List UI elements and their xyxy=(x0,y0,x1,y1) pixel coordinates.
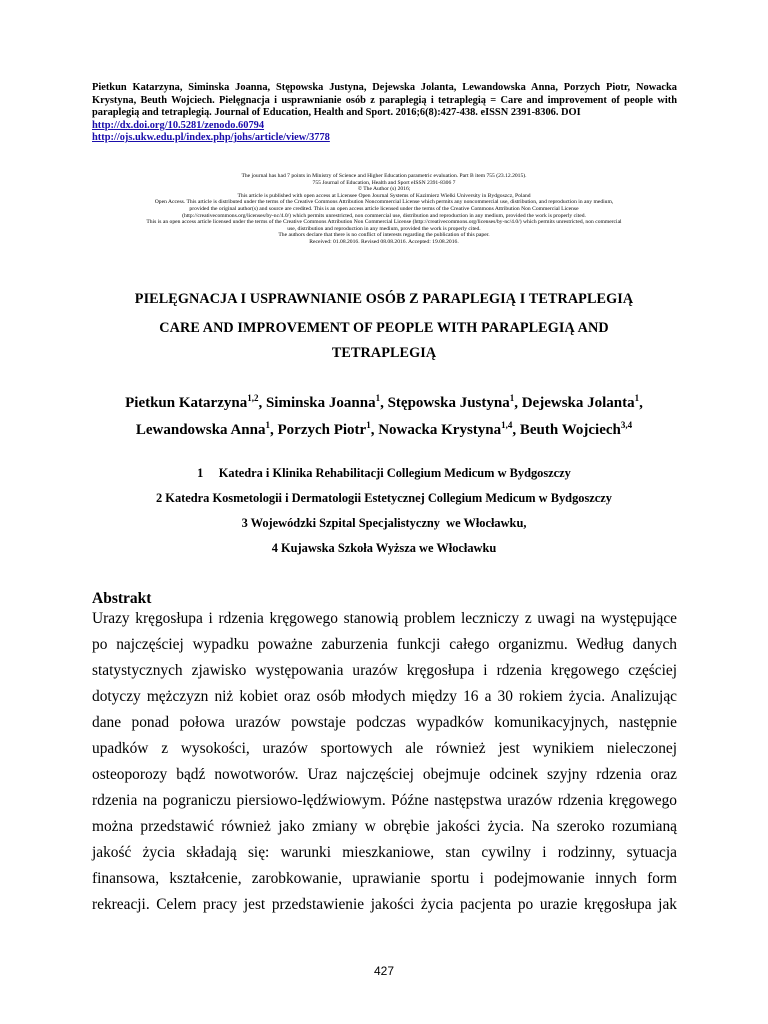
notice-line: use, distribution and reproduction in any medium, provided the work is properly cited. xyxy=(287,225,481,232)
title-polish: PIELĘGNACJA I USPRAWNIANIE OSÓB Z PARAPLEGIĄ I TETRAPLEGIĄ xyxy=(134,291,634,307)
affiliation-4: 4 Kujawska Szkoła Wyższa we Włocławku xyxy=(271,541,497,555)
affiliation-2: 2 Katedra Kosmetologii i Dermatologii Estetycznej Collegium Medicum w Bydgoszczy xyxy=(156,491,612,505)
abstract-line: upadków z wysokości, urazów sportowych ale również jest wynikiem nieleczonej xyxy=(92,740,677,757)
author-name: Siminska Joanna xyxy=(265,395,376,411)
author-separator: , xyxy=(380,395,388,411)
page-number: 427 xyxy=(373,964,395,978)
author-separator: , xyxy=(258,395,266,411)
notice-line: This article is published with open access at Licensee Open Journal Systems of Kazimierz Wielki University in Bydgoszcz, Poland xyxy=(237,192,531,199)
ojs-link[interactable]: http://ojs.ukw.edu.pl/index.php/johs/article/view/3778 xyxy=(92,132,330,144)
author-separator: , xyxy=(370,422,379,438)
author-affiliation-mark: 1 xyxy=(509,393,515,403)
abstract-line: osteoporozy bądź nowotworów. Uraz najczęściej obejmuje odcinek szyjny rdzenia oraz xyxy=(92,766,677,783)
notice-line: (http://creativecommons.org/licenses/by-nc/4.0/) which permits unrestricted, non commercial use, distribution and reproduction in any medium, provided the work is properly cited. xyxy=(182,212,586,219)
citation-text: Pietkun Katarzyna, Siminska Joanna, Stępowska Justyna, Dejewska Jolanta, Lewandowska Anna, Porzych Piotr, Nowacka Krystyna, Beuth Wojciech. Pielęgnacja i usprawnianie osób z paraplegią i tetraplegią = Care and improvement of people with paraplegią and tetraplegią. Journal of Education, Health and Sport. 2016;6(8):427-438. eISSN 2391-8306. DOI xyxy=(92,82,677,119)
author-name: Beuth Wojciech xyxy=(519,422,621,438)
abstract-line: jakość życia składają się: warunki mieszkaniowe, stan cywilny i rodzinny, sytuacja xyxy=(92,844,677,861)
author-affiliation-mark: 1 xyxy=(375,393,381,403)
notice-line: This is an open access article licensed under the terms of the Creative Commons Attribution Non Commercial License (http://creativecommons.org/licenses/by-nc/4.0/) which permits unrestricted, non commercial xyxy=(146,219,622,226)
authors-line-1 xyxy=(80,393,688,412)
author-affiliation-mark: 1 xyxy=(366,420,371,430)
author-separator: , xyxy=(514,395,522,411)
author-affiliation-mark: 1 xyxy=(265,420,270,430)
abstract-heading: Abstrakt xyxy=(92,590,152,607)
author-name: Nowacka Krystyna xyxy=(378,422,502,438)
abstract-line: dotyczy mężczyzn niż kobiet oraz osób młodych między 16 a 30 rokiem życia. Analizując xyxy=(92,688,677,705)
author-name: Stępowska Justyna xyxy=(387,395,510,411)
notice-line: The authors declare that there is no conflict of interests regarding the publication of this paper. xyxy=(278,232,490,239)
abstract-line: finansowa, kształcenie, zarobkowanie, uprawianie sportu i podejmowanie innych form xyxy=(92,870,677,887)
abstract-line: rekreacji. Celem pracy jest przedstawienie jakości życia pacjenta po urazie kręgosłupa jak xyxy=(92,896,677,913)
author-name: Dejewska Jolanta xyxy=(521,395,635,411)
author-affiliation-mark: 1,4 xyxy=(501,420,513,430)
notice-line: The journal has had 7 points in Ministry of Science and Higher Education parametric evaluation. Part B item 755 (23.12.2015). xyxy=(241,173,527,179)
author-name: Pietkun Katarzyna xyxy=(125,395,248,411)
abstract-line: statystycznych zjawisko występowania urazów kręgosłupa i rdzenia kręgowego częściej xyxy=(92,662,677,679)
doi-link[interactable]: http://dx.doi.org/10.5281/zenodo.60794 xyxy=(92,119,265,131)
journal-notice xyxy=(96,173,672,246)
citation-block xyxy=(92,82,677,145)
notice-line: Open Access. This article is distributed under the terms of the Creative Commons Attribution Noncommercial License which permits any noncommercial use, distribution, and reproduction in any medium, xyxy=(154,199,614,206)
author-separator: , xyxy=(270,422,278,438)
author-name: Lewandowska Anna xyxy=(135,422,266,438)
notice-line: Received: 01.08.2016. Revised 08.08.2016. Accepted: 19.08.2016. xyxy=(309,238,459,245)
affiliation-1: 1 Katedra i Klinika Rehabilitacji Collegium Medicum w Bydgoszczy xyxy=(197,466,571,480)
notice-line: provided the original author(s) and source are credited. This is an open access article licensed under the terms of the Creative Commons Attribution Non Commercial License xyxy=(189,205,579,212)
abstract-line: dane ponad połowa urazów powstaje podczas wypadków komunikacyjnych, następnie xyxy=(92,714,677,731)
abstract-line: Urazy kręgosłupa i rdzenia kręgowego stanowią problem leczniczy z uwagi na występujące xyxy=(92,610,677,627)
author-name: Porzych Piotr xyxy=(277,422,367,438)
title-english-line1: CARE AND IMPROVEMENT OF PEOPLE WITH PARAPLEGIĄ AND xyxy=(159,320,609,336)
author-separator: , xyxy=(639,395,643,411)
author-affiliation-mark: 1 xyxy=(634,393,640,403)
title-english-line2: TETRAPLEGIĄ xyxy=(331,345,437,361)
abstract-line: można przedstawić również jako zmiany w obrębie jakości życia. Na szeroko rozumianą xyxy=(92,818,677,835)
abstract-line: po najczęściej wypadku poważne zaburzenia funkcji całego organizmu. Według danych xyxy=(92,636,677,653)
notice-line: © The Author (s) 2016; xyxy=(357,186,411,193)
author-affiliation-mark: 1,2 xyxy=(247,393,259,403)
authors-line-2 xyxy=(80,420,688,439)
author-affiliation-mark: 3,4 xyxy=(620,420,633,430)
abstract-line: rdzenia na pograniczu piersiowo-lędźwiowym. Późne następstwa urazów rdzenia kręgowego xyxy=(92,792,677,809)
author-separator: , xyxy=(512,422,520,438)
affiliation-3: 3 Wojewódzki Szpital Specjalistyczny we Włocławku, xyxy=(241,516,527,530)
notice-line: 755 Journal of Education, Health and Sport eISSN 2391-8306 7 xyxy=(312,179,456,186)
